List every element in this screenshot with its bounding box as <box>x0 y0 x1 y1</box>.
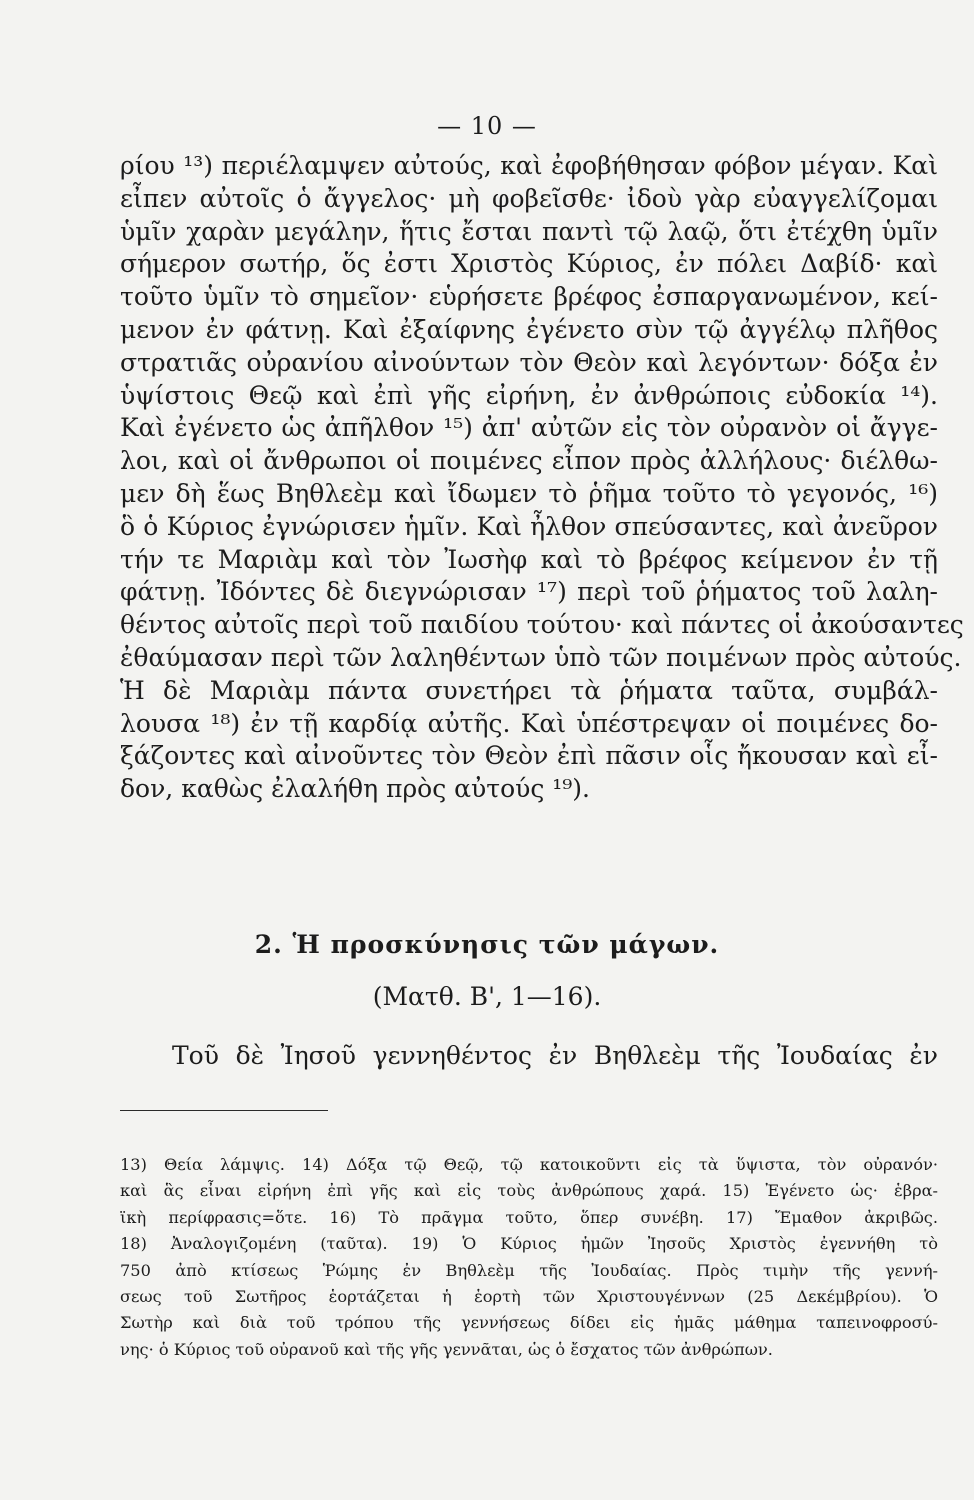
page-number: — 10 — <box>437 112 537 140</box>
section-reference: (Ματθ. Β', 1—16). <box>372 982 602 1011</box>
text-line: ἐθαύμασαν περὶ τῶν λαληθέντων ὑπὸ τῶν ποιμένων πρὸς αὐτούς. <box>120 642 962 672</box>
section-heading: 2. Ἡ προσκύνησις τῶν μάγων. <box>254 930 720 959</box>
text-line: σήμερον σωτήρ, ὅς ἐστι Χριστὸς Κύριος, ἐν πόλει Δαβίδ· καὶ <box>120 249 938 279</box>
footnote-divider <box>120 1110 328 1111</box>
text-line: δον, καθὼς ἐλαλήθη πρὸς αὐτούς ¹⁹). <box>120 774 591 804</box>
footnote-line: Σωτὴρ καὶ διὰ τοῦ τρόπου τῆς γεννήσεως δίδει εἰς ἡμᾶς μάθημα ταπεινοφροσύ- <box>120 1313 938 1333</box>
text-line: ὑψίστοις Θεῷ καὶ ἐπὶ γῆς εἰρήνη, ἐν ἀνθρώποις εὐδοκία ¹⁴). <box>120 380 938 410</box>
footnote-line: καὶ ἃς εἶναι εἰρήνη ἐπὶ γῆς καὶ εἰς τοὺς ἀνθρώπους χαρά. 15) Ἐγένετο ὡς· ἑβρα- <box>120 1181 938 1201</box>
text-line: εἶπεν αὐτοῖς ὁ ἄγγελος· μὴ φοβεῖσθε· ἰδοὺ γὰρ εὐαγγελίζομαι <box>120 183 938 213</box>
text-line: λοι, καὶ οἱ ἄνθρωποι οἱ ποιμένες εἶπον πρὸς ἀλλήλους· διέλθω- <box>120 446 938 476</box>
text-line: λουσα ¹⁸) ἐν τῇ καρδίᾳ αὐτῆς. Καὶ ὑπέστρεψαν οἱ ποιμένες δο- <box>120 708 938 738</box>
text-line: ὃ ὁ Κύριος ἐγνώρισεν ἡμῖν. Καὶ ἦλθον σπεύσαντες, καὶ ἀνεῦρον <box>120 511 938 541</box>
footnote-line: 13) Θεία λάμψις. 14) Δόξα τῷ Θεῷ, τῷ κατοικοῦντι εἰς τὰ ὕψιστα, τὸν οὐρανόν· <box>120 1155 938 1174</box>
footnote-line: νης· ὁ Κύριος τοῦ οὐρανοῦ καὶ τῆς γῆς γεννᾶται, ὡς ὁ ἔσχατος τῶν ἀνθρώπων. <box>120 1339 773 1359</box>
text-line: μεν δὴ ἕως Βηθλεὲμ καὶ ἴδωμεν τὸ ῥῆμα τοῦτο τὸ γεγονός, ¹⁶) <box>120 478 938 508</box>
text-line: ρίου ¹³) περιέλαμψεν αὐτούς, καὶ ἐφοβήθησαν φόβον μέγαν. Καὶ <box>120 151 938 180</box>
main-text-body <box>120 150 964 806</box>
text-line: τοῦτο ὑμῖν τὸ σημεῖον· εὑρήσετε βρέφος ἐσπαργανωμένον, κεί- <box>120 282 938 312</box>
text-line: φάτνῃ. Ἰδόντες δὲ διεγνώρισαν ¹⁷) περὶ τοῦ ῥήματος τοῦ λαλη- <box>120 577 938 607</box>
text-line: μενον ἐν φάτνῃ. Καὶ ἐξαίφνης ἐγένετο σὺν τῷ ἀγγέλῳ πλῆθος <box>120 314 938 344</box>
text-line: Ἡ δὲ Μαριὰμ πάντα συνετήρει τὰ ῥήματα ταῦτα, συμβάλ- <box>120 675 938 705</box>
footnote-line: ϊκὴ περίφρασις=ὅτε. 16) Τὸ πρᾶγμα τοῦτο, ὅπερ συνέβη. 17) Ἔμαθον ἀκριβῶς. <box>120 1207 938 1227</box>
text-line: τήν τε Μαριὰμ καὶ τὸν Ἰωσὴφ καὶ τὸ βρέφος κείμενον ἐν τῇ <box>120 544 938 574</box>
text-line: στρατιᾶς οὐρανίου αἰνούντων τὸν Θεὸν καὶ λεγόντων· δόξα ἐν <box>120 347 938 377</box>
text-line: ξάζοντες καὶ αἰνοῦντες τὸν Θεὸν ἐπὶ πᾶσιν οἷς ἤκουσαν καὶ εἶ- <box>120 741 938 771</box>
footnote-line: 750 ἀπὸ κτίσεως Ῥώμης ἐν Βηθλεὲμ τῆς Ἰουδαίας. Πρὸς τιμὴν τῆς γεννή- <box>120 1260 938 1280</box>
footnotes <box>120 1152 938 1363</box>
continuation-line: Τοῦ δὲ Ἰησοῦ γεννηθέντος ἐν Βηθλεὲμ τῆς Ἰουδαίας ἐν <box>172 1041 938 1070</box>
text-line: Καὶ ἐγένετο ὡς ἀπῆλθον ¹⁵) ἀπ' αὐτῶν εἰς τὸν οὐρανὸν οἱ ἄγγε- <box>120 413 938 443</box>
text-line: θέντος αὐτοῖς περὶ τοῦ παιδίου τούτου· καὶ πάντες οἱ ἀκούσαντες <box>120 610 964 640</box>
footnote-line: σεως τοῦ Σωτῆρος ἑορτάζεται ἡ ἑορτὴ τῶν Χριστουγέννων (25 Δεκέμβρίου). Ὁ <box>120 1286 938 1306</box>
text-line: ὑμῖν χαρὰν μεγάλην, ἥτις ἔσται παντὶ τῷ λαῷ, ὅτι ἐτέχθη ὑμῖν <box>120 216 938 246</box>
footnote-line: 18) Ἀναλογιζομένη (ταῦτα). 19) Ὁ Κύριος ἡμῶν Ἰησοῦς Χριστὸς ἐγεννήθη τὸ <box>120 1234 938 1254</box>
